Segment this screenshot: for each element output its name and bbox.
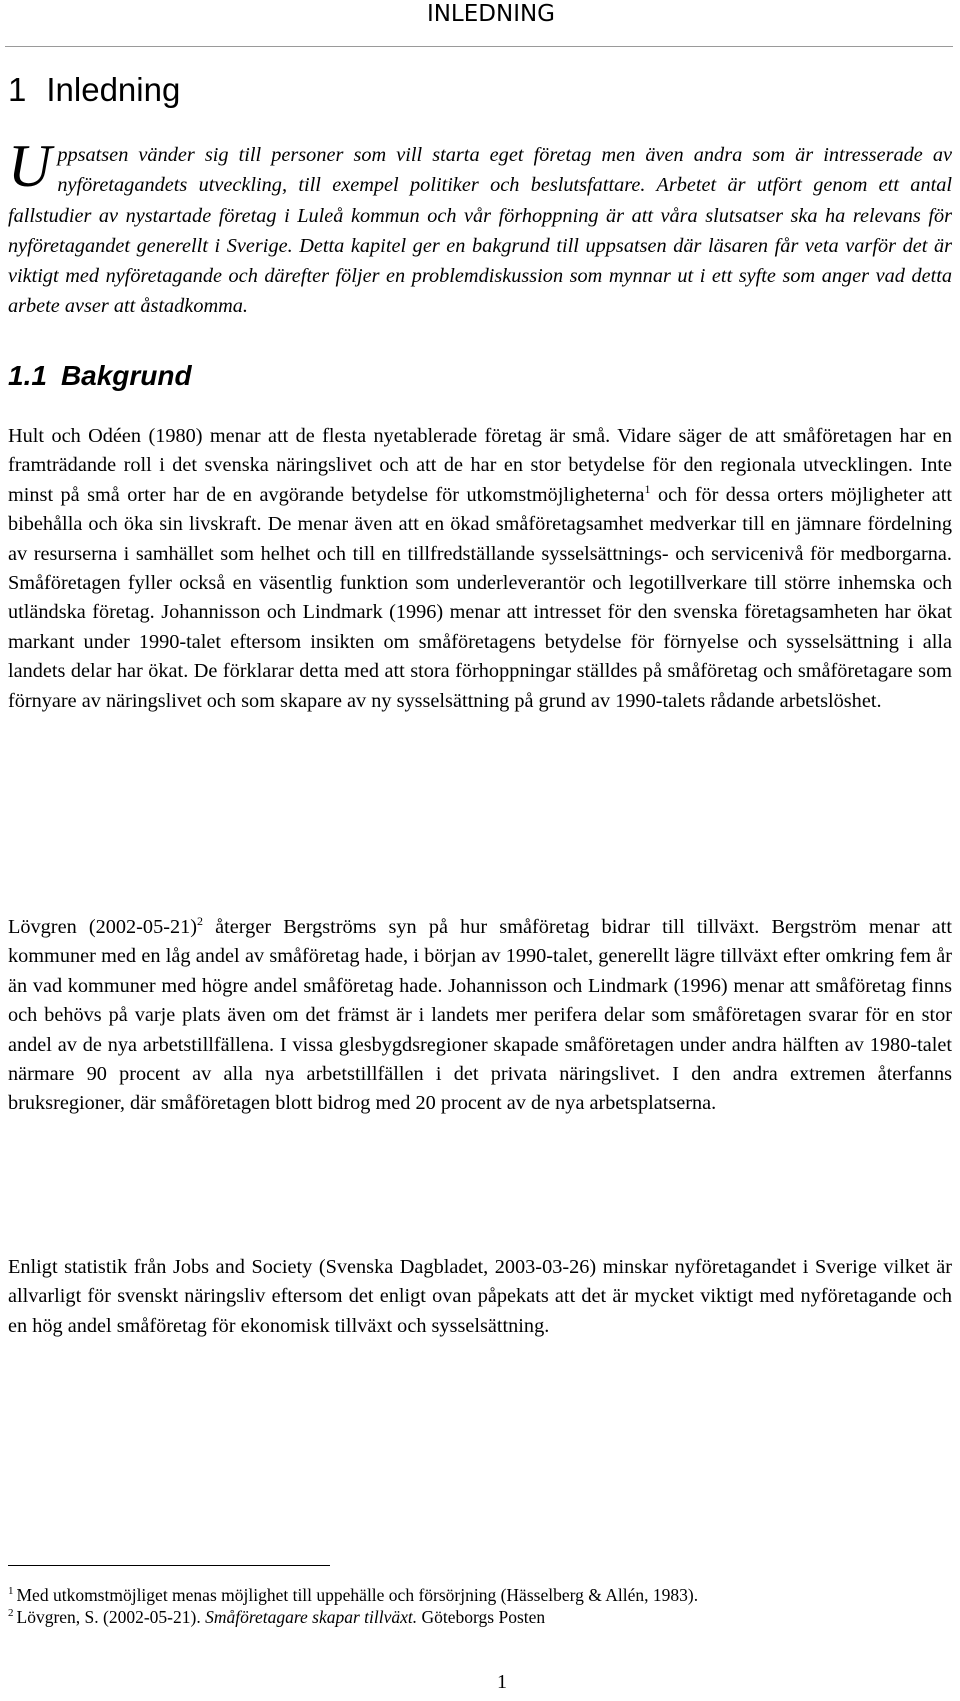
chapter-number: 1 xyxy=(8,71,27,108)
footnote-2-title: Småföretagare skapar tillväxt. xyxy=(205,1607,418,1627)
body-paragraph-2 xyxy=(8,913,952,1119)
chapter-heading xyxy=(8,70,180,110)
body-paragraph-3: Enligt statistik från Jobs and Society (Svenska Dagbladet, 2003-03-26) minskar nyföretagandet i Sverige vilket är allvarligt för svenskt näringsliv eftersom det enligt ovan påpekats att det är mycket viktigt med nyföretagande och en hög andel småföretag för ekonomisk tillväxt och sysselsättning. xyxy=(8,1256,952,1337)
header-rule xyxy=(5,46,953,47)
footnote-2-text: Lövgren, S. (2002-05-21). xyxy=(16,1607,206,1627)
section-title: Bakgrund xyxy=(60,360,192,391)
paragraph-1-text-b: och för dessa orters möjligheter att bibehålla och öka sin livskraft. De menar även att en ökad småföretagsamhet medverkar till en jämnare fördelning av resurserna i samhället som helhet och till en tillfredställande sysselsättnings- och servicenivå för medborgarna. Småföretagen fyller också en väsentlig funktion som underleverantör och legotillverkare till större inhemska och utländska företag. Johannisson och Lindmark (1996) menar att intresset för den svenska företagsamheten har ökat markant under 1990-talet eftersom insikten om småföretagens betydelse för förnyelse och sysselsättning i alla landets delar har ökat. De förklarar detta med att stora förhoppningar ställdes på småföretag och småföretagare som förnyare av näringslivet och som skapare av ny sysselsättning på grund av 1990-talets rådande arbetslöshet. xyxy=(8,483,952,712)
footnote-ref-1: 1 xyxy=(644,482,651,497)
paragraph-2-text-b: återger Bergströms syn på hur småföretag bidrar till tillväxt. Bergström menar att kommuner med en låg andel av småföretag hade, i början av 1990-talet, generellt lägre tillväxt efter omkring fem år än vad kommuner med högre andel småföretag hade. Johannisson och Lindmark (1996) menar att småföretag finns och behövs på varje plats även om det främst är i landets mer perifera delar som småföretagen svarar för en stor andel av de nya arbetstillfällena. I vissa glesbygdsregioner skapade småföretagen under andra hälften av 1980-talet närmare 90 procent av alla nya arbetstillfällen i det privata näringslivet. I den andra extremen återfanns bruksregioner, där småföretagen blott bidrog med 20 procent av de nya arbetsplatserna. xyxy=(8,916,952,1115)
footnote-ref-2: 2 xyxy=(197,914,203,929)
section-number: 1.1 xyxy=(8,360,47,391)
footnote-2-source: Göteborgs Posten xyxy=(417,1607,546,1627)
section-heading xyxy=(8,358,192,394)
footnote-separator xyxy=(8,1565,330,1566)
footnote-1-text: Med utkomstmöjliget menas möjlighet till uppehälle och försörjning (Hässelberg & Allén, 1983). xyxy=(16,1585,699,1605)
chapter-intro xyxy=(8,133,952,322)
intro-text: ppsatsen vänder sig till personer som vill starta eget företag men även andra som är intresserade av nyföretagandets utveckling, till exempel politiker och beslutsfattare. Arbetet är utfört genom ett antal fallstudier av nystartade företag i Luleå kommun och vår förhoppning är att våra slutsatser ska ha relevans för nyföretagandet generellt i Sverige. Detta kapitel ger en bakgrund till uppsatsen där läsaren får veta varför det är viktigt med nyföretagande och därefter följer en problemdiskussion som mynnar ut i ett syfte som anger vad detta arbete avser att åstadkomma. xyxy=(8,144,952,318)
running-header: INLEDNING xyxy=(426,1,555,27)
page-number: 1 xyxy=(497,1671,507,1693)
body-paragraph-1 xyxy=(8,422,952,716)
chapter-title: Inledning xyxy=(46,71,181,108)
footnote-2 xyxy=(8,1606,952,1628)
paragraph-2-text-a: Lövgren (2002-05-21) xyxy=(8,916,197,938)
footnote-2-marker: 2 xyxy=(8,1607,14,1620)
drop-cap: U xyxy=(8,133,52,199)
footnote-1-marker: 1 xyxy=(8,1585,14,1598)
paragraph-1-text-a: Hult och Odéen (1980) menar att de flesta nyetablerade företag är små. Vidare säger de att småföretagen har en framträdande roll i det svenska näringslivet och att de har en stor betydelse för den regionala utvecklingen. Inte minst på små orter har de en avgörande betydelse för utkomstmöjligheterna xyxy=(8,425,952,506)
footnote-1 xyxy=(8,1584,952,1606)
